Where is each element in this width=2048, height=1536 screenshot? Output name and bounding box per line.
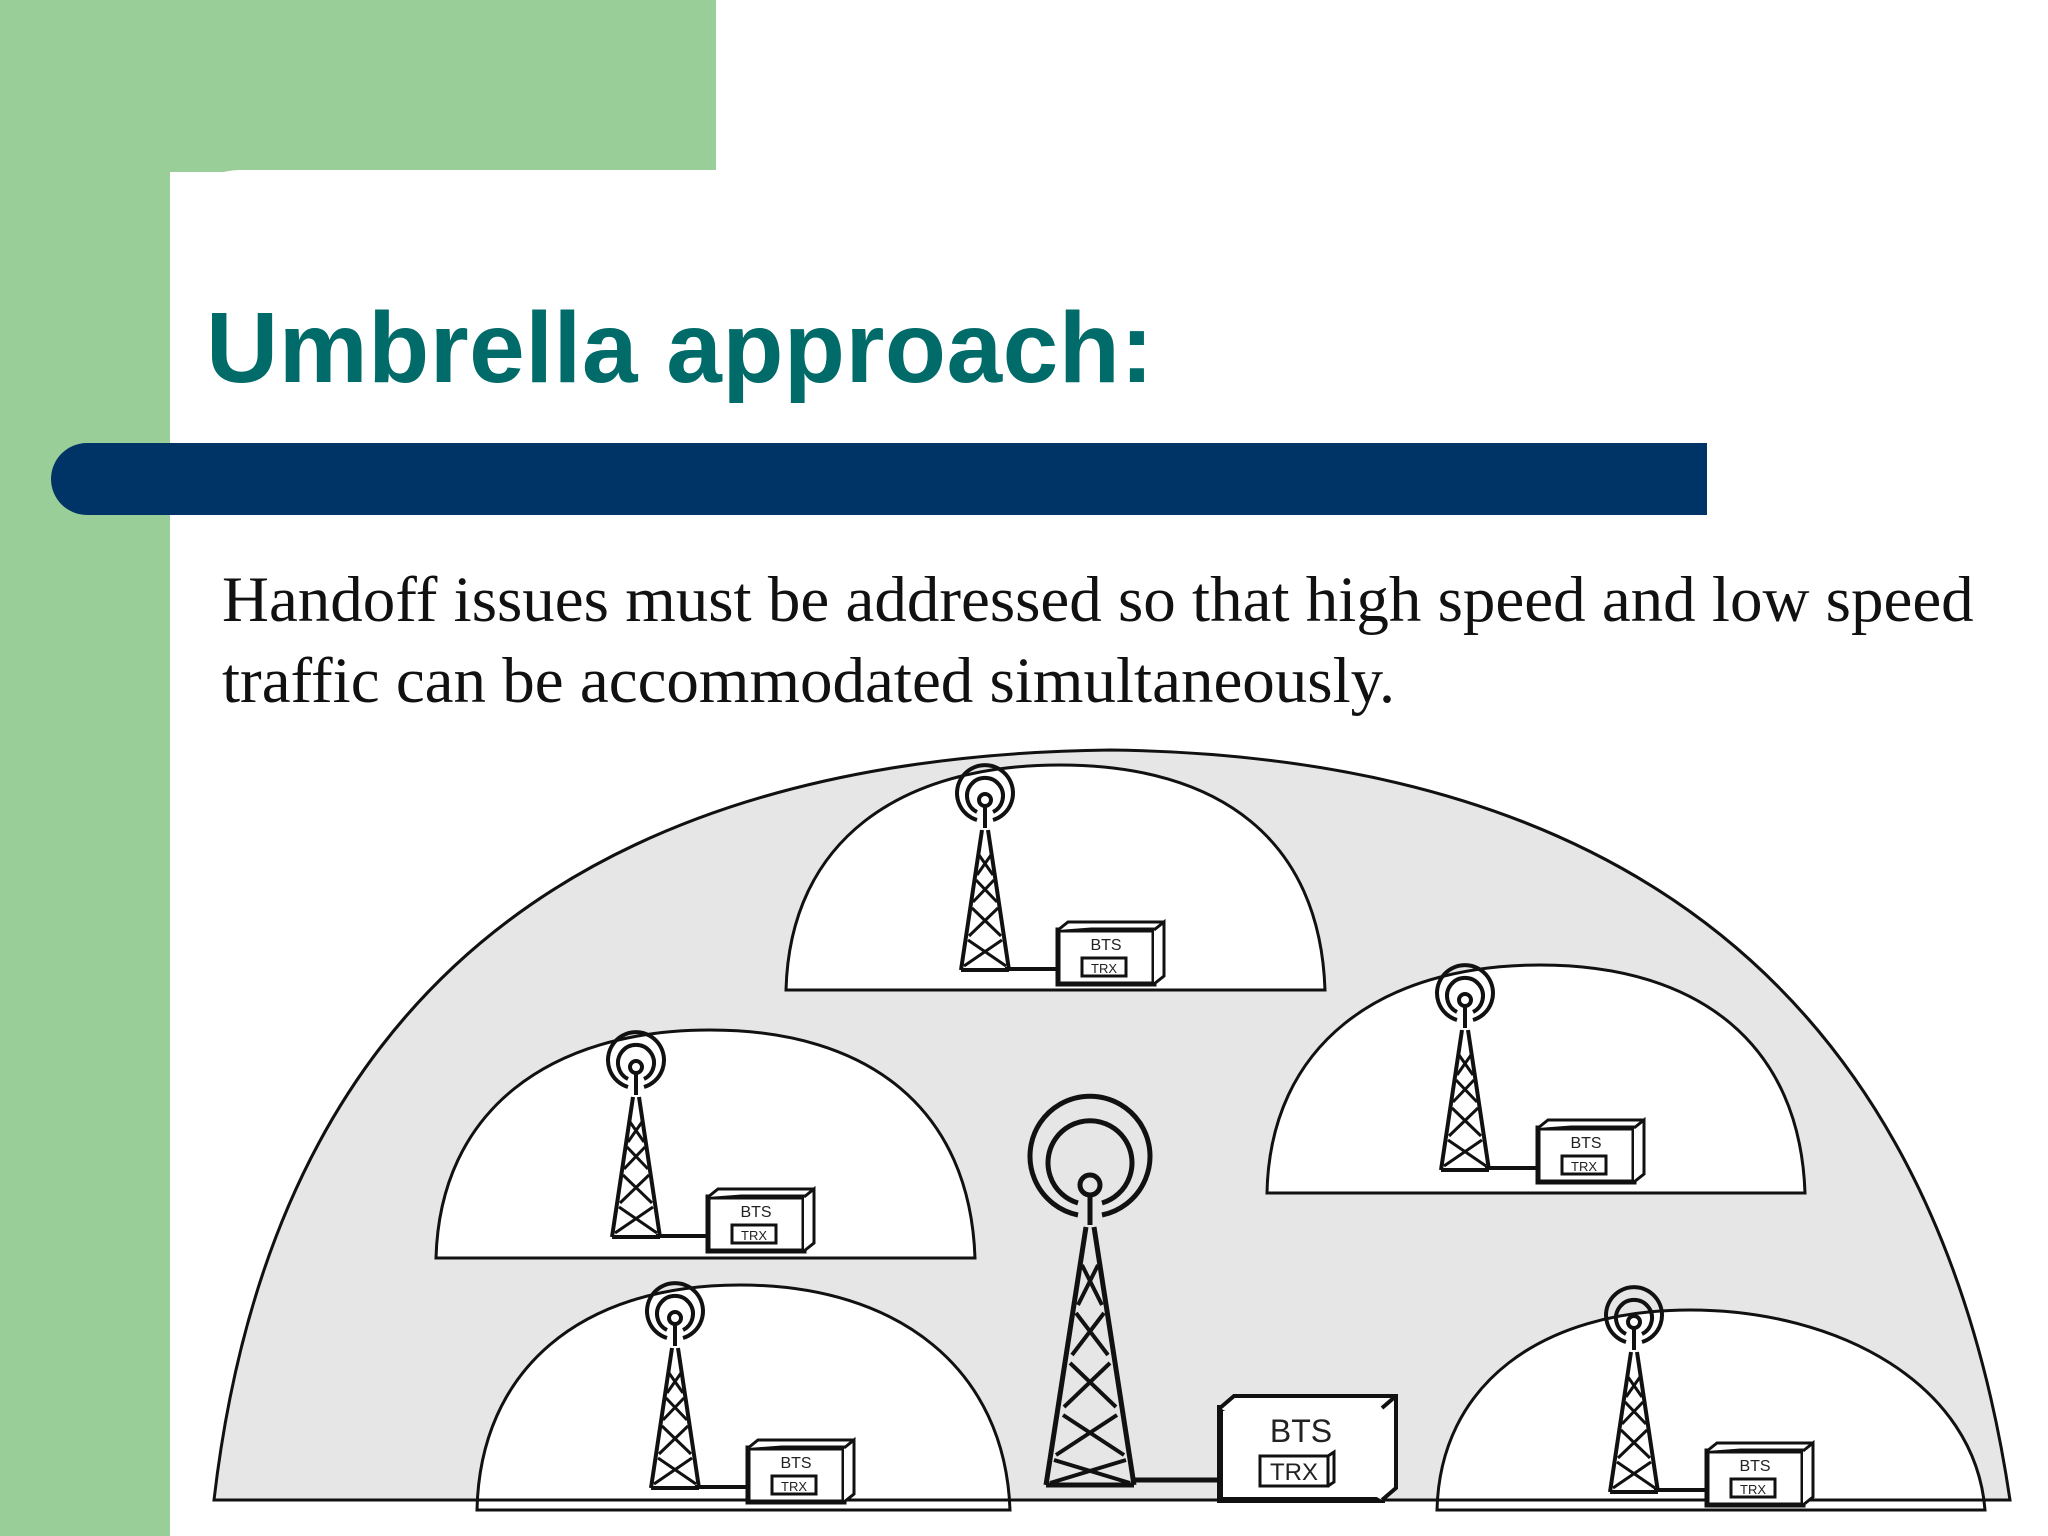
bts-box-icon xyxy=(1058,922,1164,984)
svg-text:BTS: BTS xyxy=(1739,1458,1771,1475)
green-side-band xyxy=(0,0,170,1536)
svg-text:TRX: TRX xyxy=(1740,1482,1766,1497)
bts-box-icon xyxy=(1707,1443,1813,1505)
svg-text:BTS: BTS xyxy=(780,1455,812,1472)
svg-text:TRX: TRX xyxy=(781,1479,807,1494)
svg-text:BTS: BTS xyxy=(1269,1413,1333,1449)
svg-text:BTS: BTS xyxy=(740,1204,772,1221)
slide-body-text: Handoff issues must be addressed so that high speed and low speed traffic can be accommodated simultaneously. xyxy=(222,564,1974,717)
svg-text:BTS: BTS xyxy=(1570,1135,1602,1152)
title-rule-bar xyxy=(51,443,1707,515)
svg-text:TRX: TRX xyxy=(1571,1159,1597,1174)
svg-text:TRX: TRX xyxy=(1091,961,1117,976)
macro-bts-box-icon xyxy=(1220,1396,1396,1500)
bts-box-icon xyxy=(1538,1120,1644,1182)
svg-text:TRX: TRX xyxy=(1270,1459,1318,1486)
slide-title: Umbrella approach: xyxy=(206,292,1155,404)
umbrella-cell-diagram xyxy=(170,740,2048,1536)
svg-text:BTS: BTS xyxy=(1090,937,1122,954)
svg-text:TRX: TRX xyxy=(741,1228,767,1243)
bts-box-icon xyxy=(708,1189,814,1251)
bts-box-icon xyxy=(748,1440,854,1502)
